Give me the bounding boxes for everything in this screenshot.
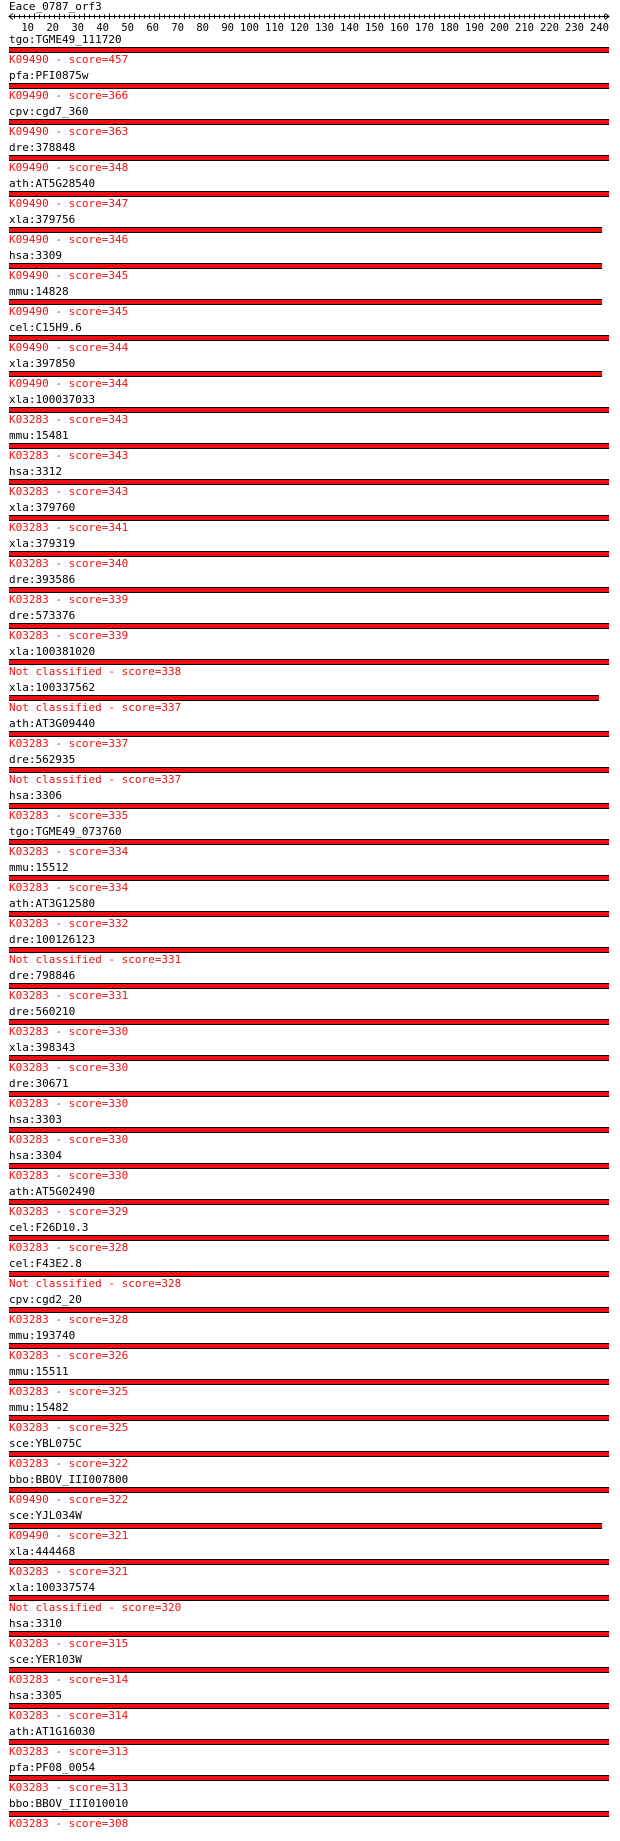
ruler-tick-label: 90 xyxy=(221,22,234,34)
ruler-tick-label: 110 xyxy=(265,22,284,34)
hit-name-link[interactable]: dre:573376 xyxy=(9,609,76,622)
hit-row[interactable] xyxy=(0,682,620,718)
hit-row[interactable] xyxy=(0,142,620,178)
hit-row[interactable] xyxy=(0,1546,620,1582)
hit-score-label: Not classified - score=331 xyxy=(9,953,182,966)
hit-row[interactable] xyxy=(0,538,620,574)
hit-name-link[interactable]: mmu:15511 xyxy=(9,1365,69,1378)
hit-name-link[interactable]: cpv:cgd2_20 xyxy=(9,1293,82,1306)
hit-row[interactable] xyxy=(0,1006,620,1042)
ruler-tick-label: 120 xyxy=(290,22,309,34)
hit-name-link[interactable]: sce:YBL075C xyxy=(9,1437,82,1450)
hit-row[interactable] xyxy=(0,718,620,754)
hit-row[interactable] xyxy=(0,1150,620,1186)
hit-row[interactable] xyxy=(0,1474,620,1510)
hit-score-label: K03283 - score=314 xyxy=(9,1709,129,1722)
hit-score-label: K03283 - score=343 xyxy=(9,485,129,498)
ruler-tick-label: 240 xyxy=(590,22,609,34)
hit-score-label: K09490 - score=366 xyxy=(9,89,129,102)
ruler-tick-label: 20 xyxy=(46,22,59,34)
hit-row[interactable] xyxy=(0,1114,620,1150)
hit-name-link[interactable]: cel:F43E2.8 xyxy=(9,1257,82,1270)
hit-name-link[interactable]: cel:C15H9.6 xyxy=(9,321,82,334)
ruler-tick-label: 210 xyxy=(515,22,534,34)
hit-name-link[interactable]: pfa:PF08_0054 xyxy=(9,1761,96,1774)
hit-name-link[interactable]: xla:444468 xyxy=(9,1545,76,1558)
hit-row[interactable] xyxy=(0,286,620,322)
hit-score-label: K03283 - score=330 xyxy=(9,1133,129,1146)
hit-score-label: K09490 - score=345 xyxy=(9,305,129,318)
hit-score-label: K03283 - score=334 xyxy=(9,845,129,858)
ruler-tick-label: 230 xyxy=(565,22,584,34)
hit-name-link[interactable]: mmu:15481 xyxy=(9,429,69,442)
hit-row[interactable] xyxy=(0,574,620,610)
hit-name-link[interactable]: bbo:BBOV_III007800 xyxy=(9,1473,129,1486)
hit-name-link[interactable]: ath:AT5G28540 xyxy=(9,177,96,190)
hit-name-link[interactable]: ath:AT5G02490 xyxy=(9,1185,96,1198)
query-title: Eace_0787_orf3 xyxy=(9,0,102,13)
hit-score-label: K03283 - score=343 xyxy=(9,449,129,462)
hit-row[interactable] xyxy=(0,1798,620,1834)
hit-score-label: Not classified - score=337 xyxy=(9,701,182,714)
hit-name-link[interactable]: xla:100037033 xyxy=(9,393,96,406)
ruler-tick-label: 180 xyxy=(440,22,459,34)
hit-row[interactable] xyxy=(0,34,620,70)
hit-row[interactable] xyxy=(0,1258,620,1294)
hit-row[interactable] xyxy=(0,1222,620,1258)
hit-name-link[interactable]: bbo:BBOV_III010010 xyxy=(9,1797,129,1810)
hit-row[interactable] xyxy=(0,970,620,1006)
hit-row[interactable] xyxy=(0,430,620,466)
hit-score-label: K09490 - score=345 xyxy=(9,269,129,282)
ruler-tick-label: 30 xyxy=(71,22,84,34)
hit-name-link[interactable]: xla:100337574 xyxy=(9,1581,96,1594)
hit-score-label: K03283 - score=313 xyxy=(9,1781,129,1794)
hit-score-label: K03283 - score=340 xyxy=(9,557,129,570)
hit-score-label: K09490 - score=346 xyxy=(9,233,129,246)
hit-score-label: K09490 - score=322 xyxy=(9,1493,129,1506)
hit-score-label: K03283 - score=325 xyxy=(9,1385,129,1398)
hit-score-label: K03283 - score=332 xyxy=(9,917,129,930)
hit-score-label: K03283 - score=326 xyxy=(9,1349,129,1362)
hit-score-label: K09490 - score=344 xyxy=(9,341,129,354)
hit-name-link[interactable]: tgo:TGME49_073760 xyxy=(9,825,122,838)
hit-name-link[interactable]: pfa:PFI0875w xyxy=(9,69,89,82)
hit-name-link[interactable]: sce:YER103W xyxy=(9,1653,82,1666)
hit-name-link[interactable]: dre:30671 xyxy=(9,1077,69,1090)
hit-name-link[interactable]: hsa:3312 xyxy=(9,465,62,478)
hit-row[interactable] xyxy=(0,1690,620,1726)
hit-score-label: K09490 - score=363 xyxy=(9,125,129,138)
hit-score-label: K09490 - score=457 xyxy=(9,53,129,66)
ruler-tick-label: 200 xyxy=(490,22,509,34)
hit-row[interactable] xyxy=(0,466,620,502)
hit-name-link[interactable]: dre:798846 xyxy=(9,969,76,982)
hit-row[interactable] xyxy=(0,106,620,142)
hit-row[interactable] xyxy=(0,1330,620,1366)
hit-name-link[interactable]: dre:560210 xyxy=(9,1005,76,1018)
hit-name-link[interactable]: hsa:3304 xyxy=(9,1149,62,1162)
hit-row[interactable] xyxy=(0,322,620,358)
hit-name-link[interactable]: dre:562935 xyxy=(9,753,76,766)
hit-name-link[interactable]: dre:100126123 xyxy=(9,933,96,946)
hit-name-link[interactable]: mmu:14828 xyxy=(9,285,69,298)
hit-row[interactable] xyxy=(0,1654,620,1690)
hit-name-link[interactable]: hsa:3309 xyxy=(9,249,62,262)
hit-row[interactable] xyxy=(0,1438,620,1474)
hit-row[interactable] xyxy=(0,1582,620,1618)
hit-row[interactable] xyxy=(0,70,620,106)
hit-score-label: K03283 - score=313 xyxy=(9,1745,129,1758)
hit-row[interactable] xyxy=(0,394,620,430)
ruler-tick-label: 40 xyxy=(96,22,109,34)
hit-score-label: K03283 - score=330 xyxy=(9,1169,129,1182)
hit-score-label: K03283 - score=330 xyxy=(9,1025,129,1038)
hit-row[interactable] xyxy=(0,898,620,934)
hit-score-label: K03283 - score=325 xyxy=(9,1421,129,1434)
hit-row[interactable] xyxy=(0,1402,620,1438)
ruler-tick-label: 80 xyxy=(196,22,209,34)
hit-score-label: K03283 - score=337 xyxy=(9,737,129,750)
hit-name-link[interactable]: cpv:cgd7_360 xyxy=(9,105,89,118)
hit-row[interactable] xyxy=(0,790,620,826)
hit-row[interactable] xyxy=(0,1186,620,1222)
ruler-tick-label: 50 xyxy=(121,22,134,34)
hit-name-link[interactable]: hsa:3310 xyxy=(9,1617,62,1630)
hit-name-link[interactable]: xla:100381020 xyxy=(9,645,96,658)
hit-score-label: K03283 - score=339 xyxy=(9,593,129,606)
ruler-tick-label: 130 xyxy=(315,22,334,34)
hit-name-link[interactable]: mmu:193740 xyxy=(9,1329,76,1342)
hit-row[interactable] xyxy=(0,1294,620,1330)
ruler-tick-label: 190 xyxy=(465,22,484,34)
hit-row[interactable] xyxy=(0,1618,620,1654)
hit-score-label: Not classified - score=328 xyxy=(9,1277,182,1290)
hit-score-label: K09490 - score=347 xyxy=(9,197,129,210)
hit-score-label: K03283 - score=328 xyxy=(9,1313,129,1326)
hit-name-link[interactable]: dre:378848 xyxy=(9,141,76,154)
hit-name-link[interactable]: xla:379319 xyxy=(9,537,76,550)
hit-row[interactable] xyxy=(0,862,620,898)
hit-row[interactable] xyxy=(0,610,620,646)
hit-name-link[interactable]: xla:379756 xyxy=(9,213,76,226)
ruler-tick-label: 160 xyxy=(390,22,409,34)
ruler-tick-label: 70 xyxy=(171,22,184,34)
hit-row[interactable] xyxy=(0,250,620,286)
hit-score-label: K03283 - score=331 xyxy=(9,989,129,1002)
hit-name-link[interactable]: ath:AT1G16030 xyxy=(9,1725,96,1738)
ruler-tick-label: 170 xyxy=(415,22,434,34)
hit-score-label: K03283 - score=321 xyxy=(9,1565,129,1578)
hit-name-link[interactable]: cel:F26D10.3 xyxy=(9,1221,89,1234)
hit-score-label: K03283 - score=341 xyxy=(9,521,129,534)
hit-name-link[interactable]: sce:YJL034W xyxy=(9,1509,82,1522)
hit-name-link[interactable]: xla:397850 xyxy=(9,357,76,370)
hit-row[interactable] xyxy=(0,1042,620,1078)
hit-score-label: Not classified - score=338 xyxy=(9,665,182,678)
hit-row[interactable] xyxy=(0,1762,620,1798)
hit-name-link[interactable]: xla:100337562 xyxy=(9,681,96,694)
hit-name-link[interactable]: mmu:15512 xyxy=(9,861,69,874)
hit-row[interactable] xyxy=(0,502,620,538)
hit-name-link[interactable]: mmu:15482 xyxy=(9,1401,69,1414)
hit-name-link[interactable]: xla:398343 xyxy=(9,1041,76,1054)
hit-score-label: K03283 - score=334 xyxy=(9,881,129,894)
hit-name-link[interactable]: hsa:3306 xyxy=(9,789,62,802)
hit-score-label: K03283 - score=328 xyxy=(9,1241,129,1254)
hit-row[interactable] xyxy=(0,934,620,970)
hit-name-link[interactable]: ath:AT3G09440 xyxy=(9,717,96,730)
hit-row[interactable] xyxy=(0,1726,620,1762)
ruler-tick-label: 60 xyxy=(146,22,159,34)
hit-row[interactable] xyxy=(0,826,620,862)
hit-score-label: K09490 - score=344 xyxy=(9,377,129,390)
hit-name-link[interactable]: ath:AT3G12580 xyxy=(9,897,96,910)
hit-score-label: K03283 - score=330 xyxy=(9,1097,129,1110)
hit-score-label: K03283 - score=308 xyxy=(9,1817,129,1830)
hit-row[interactable] xyxy=(0,1366,620,1402)
hit-row[interactable] xyxy=(0,358,620,394)
hit-score-label: K03283 - score=343 xyxy=(9,413,129,426)
hit-score-label: Not classified - score=320 xyxy=(9,1601,182,1614)
hit-row[interactable] xyxy=(0,214,620,250)
ruler-tick-label: 10 xyxy=(21,22,34,34)
hit-score-label: K03283 - score=314 xyxy=(9,1673,129,1686)
hit-score-label: K03283 - score=329 xyxy=(9,1205,129,1218)
hit-name-link[interactable]: dre:393586 xyxy=(9,573,76,586)
hit-row[interactable] xyxy=(0,1078,620,1114)
hit-score-label: K03283 - score=339 xyxy=(9,629,129,642)
ruler-tick-label: 150 xyxy=(365,22,384,34)
hit-name-link[interactable]: hsa:3305 xyxy=(9,1689,62,1702)
ruler-tick-label: 220 xyxy=(540,22,559,34)
hit-score-label: K03283 - score=322 xyxy=(9,1457,129,1470)
hit-row[interactable] xyxy=(0,178,620,214)
hit-score-label: K03283 - score=335 xyxy=(9,809,129,822)
hit-score-label: K03283 - score=315 xyxy=(9,1637,129,1650)
hit-row[interactable] xyxy=(0,1510,620,1546)
hit-score-label: K03283 - score=330 xyxy=(9,1061,129,1074)
hit-row[interactable] xyxy=(0,646,620,682)
hit-name-link[interactable]: tgo:TGME49_111720 xyxy=(9,33,122,46)
hit-row[interactable] xyxy=(0,754,620,790)
hit-score-label: K09490 - score=348 xyxy=(9,161,129,174)
ruler-tick-label: 100 xyxy=(240,22,259,34)
ruler-tick-label: 140 xyxy=(340,22,359,34)
hit-score-label: Not classified - score=337 xyxy=(9,773,182,786)
hit-score-label: K09490 - score=321 xyxy=(9,1529,129,1542)
hit-name-link[interactable]: xla:379760 xyxy=(9,501,76,514)
hit-name-link[interactable]: hsa:3303 xyxy=(9,1113,62,1126)
